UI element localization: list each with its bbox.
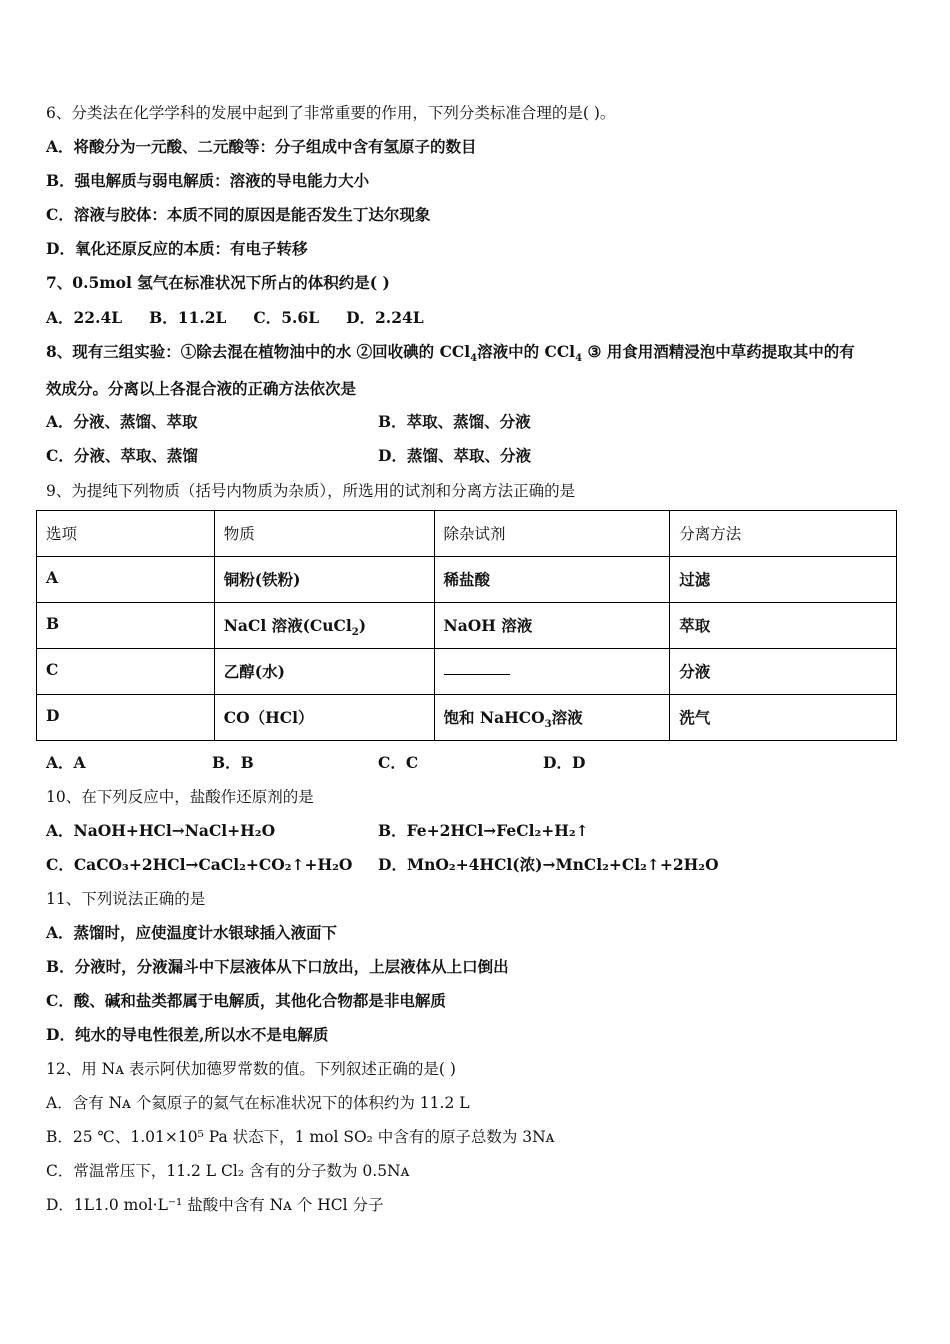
q8-sub-4b: 4 [575,353,583,365]
q11-option-b: B．分液时，分液漏斗中下层液体从下口放出，上层液体从上口倒出 [46,957,509,976]
header-cell: 分离方法 [670,511,897,557]
substance-cell: 铜粉(铁粉) [214,557,434,603]
table-row [37,649,897,695]
q12-option-b: B．25 ℃、1.01×10⁵ Pa 状态下，1 mol SO₂ 中含有的原子总数为 3Nᴀ [46,1128,555,1146]
q8-option-a: A．分液、蒸馏、萃取 [46,412,198,431]
table-header-row [37,511,897,557]
q7-options: A．22.4L B．11.2L C．5.6L D．2.24L [46,308,424,327]
q7-stem: 7、0.5mol 氢气在标准状况下所占的体积约是( ) [46,273,390,292]
q9-answer-b: B．B [212,753,254,772]
q10-option-d: D．MnO₂+4HCl(浓)→MnCl₂+Cl₂↑+2H₂O [378,855,719,874]
method-cell: 过滤 [670,557,897,603]
method-cell: 萃取 [670,603,897,649]
q6-option-b: B．强电解质与弱电解质：溶液的导电能力大小 [46,171,370,190]
table-row [37,603,897,649]
q8-option-c: C．分液、萃取、蒸馏 [46,446,198,465]
substance-cell: CO（HCl） [214,695,434,741]
q12-option-c: C．常温常压下，11.2 L Cl₂ 含有的分子数为 0.5Nᴀ [46,1162,410,1180]
q6-option-a: A．将酸分为一元酸、二元酸等：分子组成中含有氢原子的数目 [46,137,477,156]
q12-option-d: D．1L1.0 mol·L⁻¹ 盐酸中含有 Nᴀ 个 HCl 分子 [46,1196,384,1214]
method-cell: 分液 [670,649,897,695]
table-row [37,695,897,741]
q11-option-d: D．纯水的导电性很差,所以水不是电解质 [46,1025,329,1044]
q10-stem: 10、在下列反应中，盐酸作还原剂的是 [46,788,314,806]
substance-text: NaCl 溶液(CuCl [223,616,352,635]
reagent-cell [434,649,670,695]
reagent-text-end: 溶液 [551,708,583,727]
subscript: 3 [544,719,552,731]
reagent-cell: 稀盐酸 [434,557,670,603]
substance-text-end: ) [358,616,367,635]
reagent-text: 饱和 NaHCO [443,708,545,727]
q6-stem: 6、分类法在化学学科的发展中起到了非常重要的作用，下列分类标准合理的是( )。 [46,104,616,122]
blank-line [444,660,510,675]
q9-answer-d: D．D [543,753,586,772]
q8-stem-line1 [46,342,855,369]
option-cell: C [37,649,215,695]
q6-option-c: C．溶液与胶体：本质不同的原因是能否发生丁达尔现象 [46,205,431,224]
option-cell: A [37,557,215,603]
q8-stem-line2: 效成分。分离以上各混合液的正确方法依次是 [46,379,357,398]
q9-answer-a: A．A [46,753,86,772]
q11-option-a: A．蒸馏时，应使温度计水银球插入液面下 [46,923,338,942]
q12-option-a: A．含有 Nᴀ 个氦原子的氦气在标准状况下的体积约为 11.2 L [46,1094,470,1112]
q6-option-d: D．氧化还原反应的本质：有电子转移 [46,239,308,258]
option-cell: D [37,695,215,741]
substance-cell [214,603,434,649]
option-cell: B [37,603,215,649]
method-cell: 洗气 [670,695,897,741]
header-cell: 选项 [37,511,215,557]
table-row [37,557,897,603]
q8-sub-4: 4 [470,353,478,365]
q8-option-b: B．萃取、蒸馏、分液 [378,412,531,431]
q8-stem-part1: 8、现有三组实验：①除去混在植物油中的水 ②回收碘的 CCl [46,342,471,361]
reagent-cell [434,695,670,741]
substance-cell: 乙醇(水) [214,649,434,695]
q10-option-c: C．CaCO₃+2HCl→CaCl₂+CO₂↑+H₂O [46,855,353,874]
q11-stem: 11、下列说法正确的是 [46,890,206,908]
q8-option-d: D．蒸馏、萃取、分液 [378,446,531,465]
header-cell: 除杂试剂 [434,511,670,557]
q11-option-c: C．酸、碱和盐类都属于电解质，其他化合物都是非电解质 [46,991,446,1010]
q8-stem-part2: 溶液中的 CCl [477,342,576,361]
header-cell: 物质 [214,511,434,557]
q8-stem-part3: ③ 用食用酒精浸泡中草药提取其中的有 [582,342,855,361]
q9-answer-c: C．C [378,753,419,772]
q9-table [36,510,897,741]
q10-option-a: A．NaOH+HCl→NaCl+H₂O [46,821,276,840]
subscript: 2 [351,627,359,639]
q9-stem: 9、为提纯下列物质（括号内物质为杂质），所选用的试剂和分离方法正确的是 [46,482,576,500]
q12-stem: 12、用 Nᴀ 表示阿伏加德罗常数的值。下列叙述正确的是( ) [46,1060,456,1078]
q10-option-b: B．Fe+2HCl→FeCl₂+H₂↑ [378,821,589,840]
reagent-cell: NaOH 溶液 [434,603,670,649]
